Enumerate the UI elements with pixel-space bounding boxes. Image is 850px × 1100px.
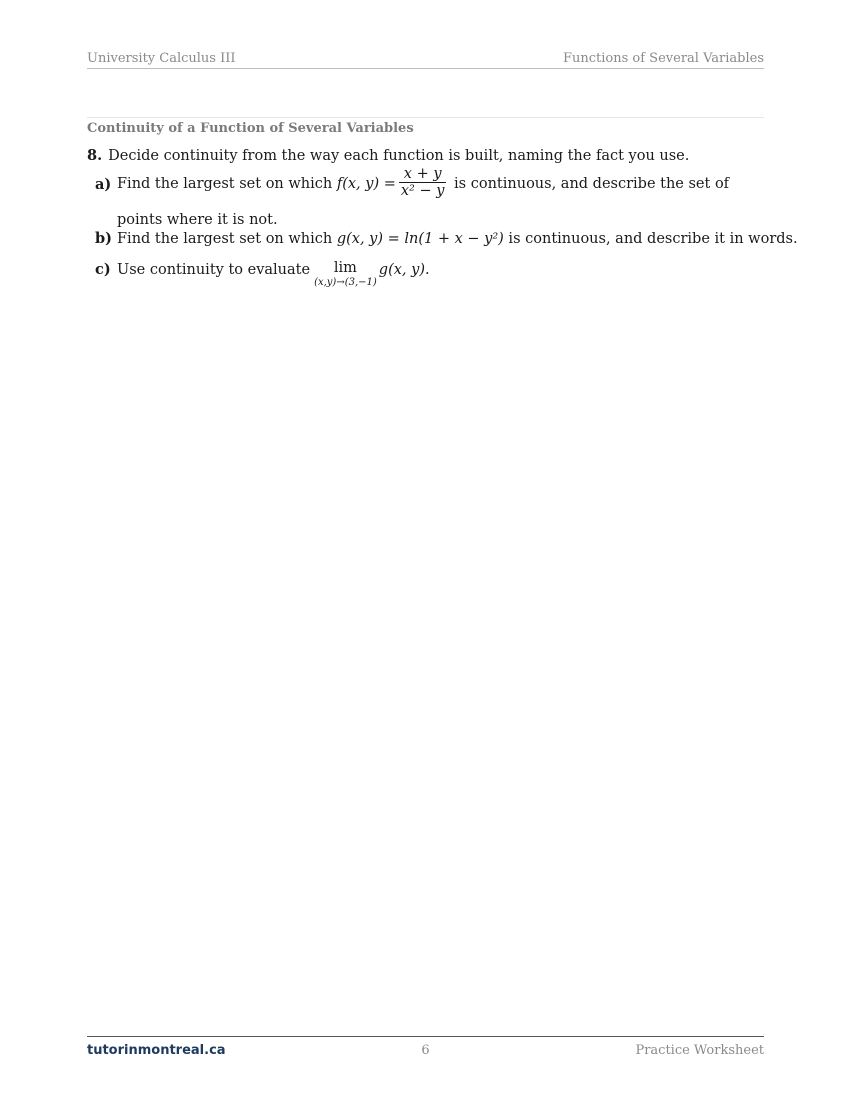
- part-a-fraction: [399, 166, 447, 199]
- problem-statement: [87, 147, 689, 165]
- part-a-body: [117, 165, 764, 228]
- footer-website-link[interactable]: tutorinmontreal.ca: [87, 1043, 226, 1058]
- part-a-tag: a): [95, 176, 112, 193]
- page-header: [87, 50, 764, 69]
- problem-number: 8.: [87, 147, 103, 164]
- part-a-denominator: x² − y: [400, 182, 445, 199]
- part-b-func: g(x, y) = ln(1 + x − y²): [336, 231, 504, 247]
- part-a-pre: Find the largest set on which: [117, 176, 337, 192]
- part-b-pre: Find the largest set on which: [117, 231, 337, 247]
- part-c-body: [117, 259, 764, 289]
- section-divider: [87, 117, 764, 118]
- part-c-lim-subscript: (x,y)→(3,−1): [314, 277, 377, 288]
- part-c: [95, 259, 764, 293]
- header-course-title: University Calculus III: [87, 51, 236, 66]
- part-c-period: .: [424, 262, 430, 278]
- part-a-func: f(x, y) =: [336, 176, 396, 192]
- problem-text: Decide continuity from the way each function is built, naming the fact you use.: [108, 148, 690, 164]
- section-title: Continuity of a Function of Several Variables: [87, 121, 414, 136]
- footer-document-type: Practice Worksheet: [635, 1043, 764, 1058]
- part-c-tag: c): [95, 261, 111, 278]
- part-b-tag: b): [95, 230, 112, 247]
- part-a-post: is continuous, and describe the set of points where it is not.: [117, 176, 730, 228]
- part-b-post: is continuous, and describe it in words.: [503, 231, 798, 247]
- part-a: [95, 165, 764, 228]
- header-chapter-title: Functions of Several Variables: [562, 51, 764, 66]
- part-c-func: g(x, y): [378, 262, 425, 278]
- part-c-limit: [314, 259, 377, 289]
- part-a-numerator: x + y: [399, 166, 447, 183]
- page-footer: [87, 1036, 764, 1059]
- part-b-body: [117, 228, 798, 250]
- part-c-lim-word: lim: [333, 260, 357, 276]
- footer-page-number: 6: [421, 1043, 430, 1058]
- part-b: [95, 228, 798, 252]
- part-c-pre: Use continuity to evaluate: [117, 262, 311, 278]
